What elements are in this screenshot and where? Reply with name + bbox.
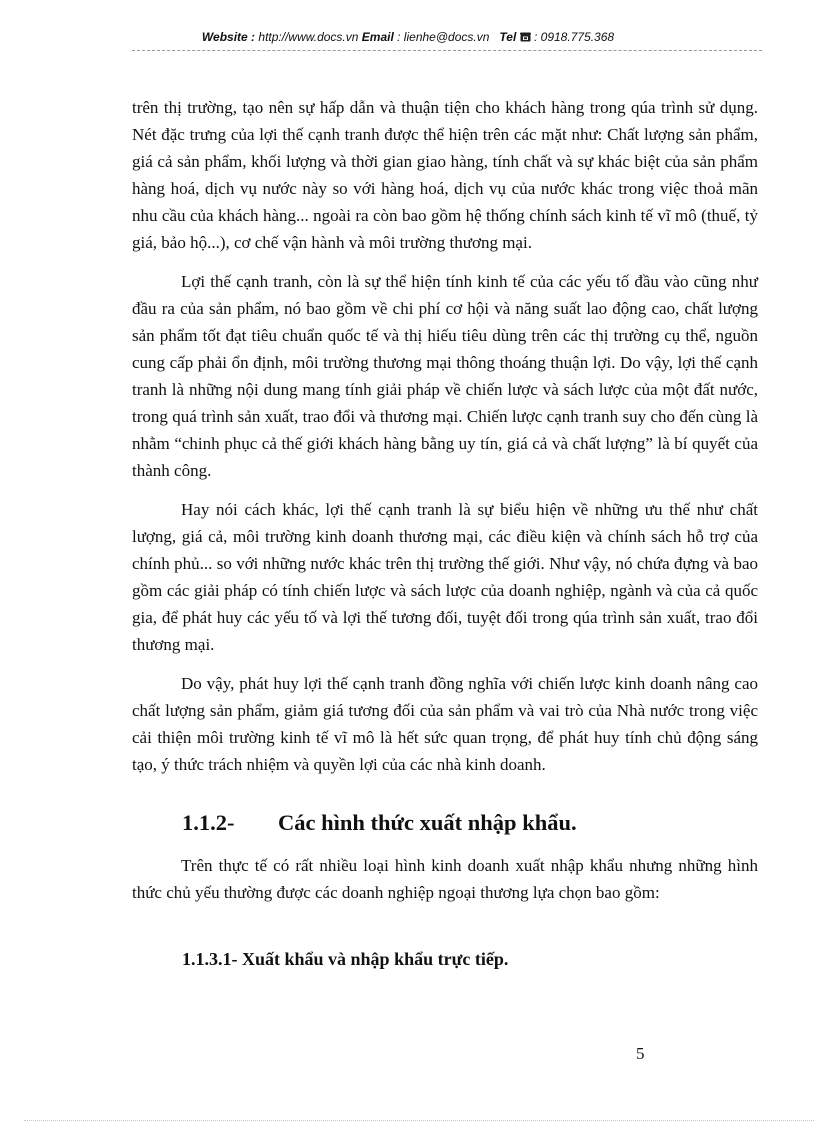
phone-icon [520, 30, 534, 44]
document-body [132, 94, 758, 973]
website-label: Website : [201, 30, 256, 44]
paragraph-3: Hay nói cách khác, lợi thế cạnh tranh là sự biểu hiện về những ưu thế như chất lượng, giá cả, môi trường kinh doanh thương mại, các điều kiện và chính sách hỗ trợ của chính phủ... so với những nước khác trên thị trường thế giới. Như vậy, nó chứa đựng và bao gồm các giải pháp có tính chiến lược và sách lược của doanh nghiệp, ngành và của cả quốc gia, để phát huy các yếu tố và lợi thế tương đối, tuyệt đối trong qúa trình sản xuất, trao đổi thương mại. [132, 500, 758, 654]
footer-divider [24, 1120, 814, 1121]
subsection-heading: 1.1.3.1- Xuất khẩu và nhập khẩu trực tiếp. [182, 949, 509, 969]
section-title: Các hình thức xuất nhập khẩu. [278, 810, 577, 835]
header-divider [132, 50, 762, 51]
page-number: 5 [636, 1044, 645, 1063]
tel-number: : 0918.775.368 [533, 30, 615, 44]
paragraph-1: trên thị trường, tạo nên sự hấp dẫn và thuận tiện cho khách hàng trong qúa trình sử dụng. Nét đặc trưng của lợi thế cạnh tranh được thể hiện trên các mặt như: Chất lượng sản phẩm, giá cả sản phẩm, khối lượng và thời gian giao hàng, tính chất và sự khác biệt của sản phẩm hàng hoá, dịch vụ nước này so với hàng hoá, dịch vụ của nước khác trong việc thoả mãn nhu cầu của khách hàng... ngoài ra còn bao gồm hệ thống chính sách kinh tế vĩ mô (thuế, tỷ giá, bảo hộ...), cơ chế vận hành và môi trường thương mại. [132, 98, 758, 252]
email-label: Email [361, 30, 394, 44]
page-header [0, 30, 816, 44]
section-heading [182, 808, 758, 838]
paragraph-2: Lợi thế cạnh tranh, còn là sự thể hiện tính kinh tế của các yếu tố đầu vào cũng như đầu ra của sản phẩm, nó bao gồm về chi phí cơ hội và năng suất lao động cao, chất lượng sản phẩm tốt đạt tiêu chuẩn quốc tế và thị hiếu tiêu dùng trên các thị trường cụ thể, nguồn cung cấp phải ổn định, môi trường thương mại thông thoáng thuận lợi. Do vậy, lợi thế cạnh tranh là những nội dung mang tính giải pháp về chiến lược và sách lược của một đất nước, trong quá trình sản xuất, trao đổi và thương mại. Chiến lược cạnh tranh suy cho đến cùng là nhằm “chinh phục cả thế giới khách hàng bằng uy tín, giá cả và chất lượng” là bí quyết của thành công. [132, 272, 758, 480]
paragraph-4: Do vậy, phát huy lợi thế cạnh tranh đồng nghĩa với chiến lược kinh doanh nâng cao chất lượng sản phẩm, giảm giá tương đối của sản phẩm và vai trò của Nhà nước trong việc cải thiện môi trường kinh tế vĩ mô là hết sức quan trọng, để phát huy tính chủ động sáng tạo, ý thức trách nhiệm và quyền lợi của các nhà kinh doanh. [132, 674, 758, 774]
website-url[interactable]: http://www.docs.vn [258, 30, 359, 44]
section-intro-paragraph: Trên thực tế có rất nhiều loại hình kinh doanh xuất nhập khẩu nhưng những hình thức chủ yếu thường được các doanh nghiệp ngoại thương lựa chọn bao gồm: [132, 856, 758, 902]
section-number: 1.1.2- [182, 810, 235, 835]
email-address[interactable]: : lienhe@docs.vn [397, 30, 490, 44]
tel-label: Tel [499, 30, 517, 44]
